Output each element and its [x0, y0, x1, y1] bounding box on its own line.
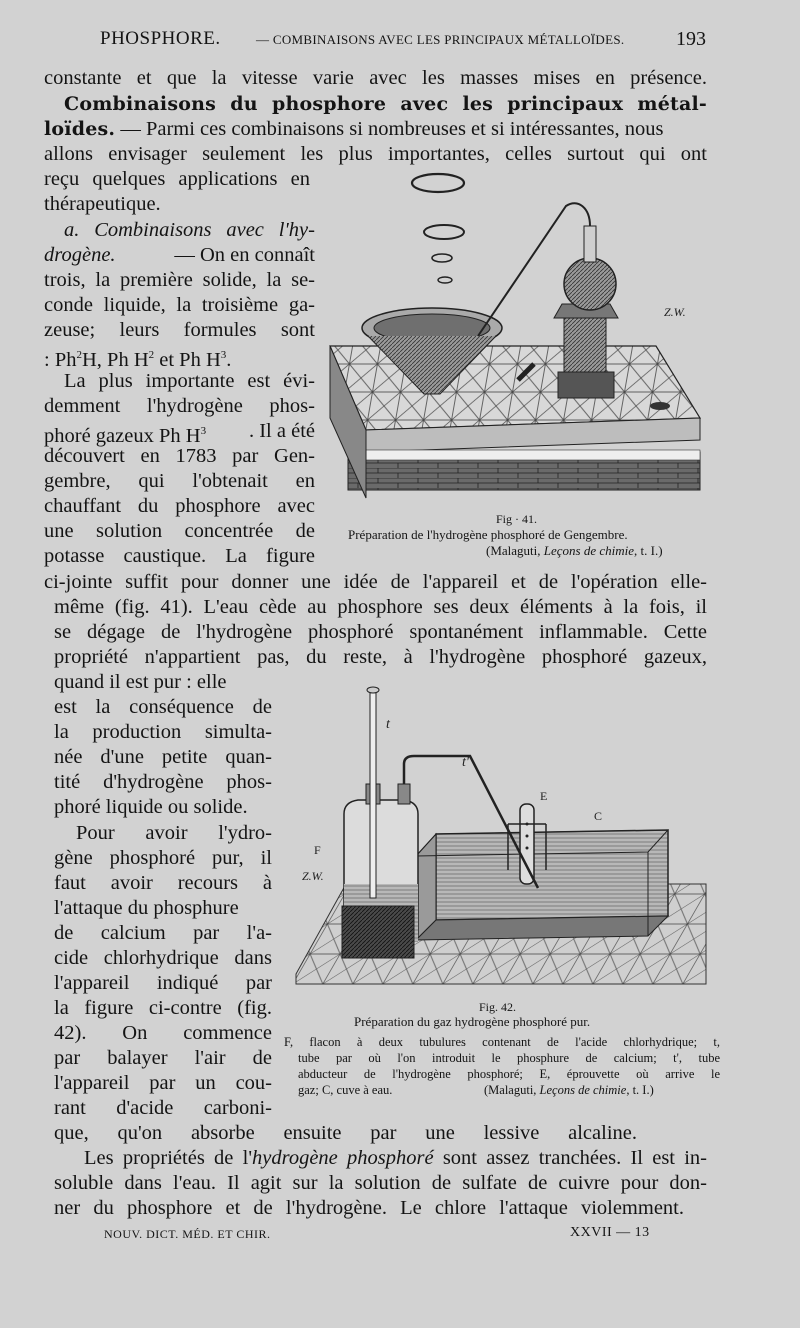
- figure-42-legend: tube par où l'on introduit le phosphure de calcium; t', tube: [298, 1051, 720, 1065]
- text-line: par balayer l'air de: [54, 1047, 272, 1069]
- text-fragment: . Il a été: [248, 420, 315, 442]
- text-line: constante et que la vitesse varie avec les masses mises en présence.: [44, 67, 707, 89]
- formula-sup: 2: [148, 349, 155, 361]
- text-line: que, qu'on absorbe ensuite par une lessive alcaline.: [54, 1122, 637, 1144]
- formula-part: .: [226, 348, 232, 371]
- text-line: de calcium par l'a-: [54, 922, 272, 944]
- formula-part: : Ph: [44, 348, 77, 371]
- text-line: l'appareil par un cou-: [54, 1072, 272, 1094]
- figure-42-caption: Préparation du gaz hydrogène phosphoré pur.: [354, 1014, 591, 1029]
- italic-term: hydrogène phosphoré: [252, 1147, 434, 1169]
- figure-42-illustration: [286, 684, 716, 990]
- text-line: potasse caustique. La figure: [44, 545, 315, 567]
- label-E: E: [540, 789, 548, 803]
- text-line: faut avoir recours à: [54, 872, 272, 894]
- footer-left: NOUV. DICT. MÉD. ET CHIR.: [104, 1227, 271, 1241]
- text-line: rant d'acide carboni-: [54, 1097, 272, 1119]
- text-line: la figure ci-contre (fig.: [54, 997, 272, 1019]
- label-t: t: [386, 717, 390, 732]
- text-line: la production simulta-: [54, 721, 272, 743]
- source-title: Leçons de chimie: [543, 543, 635, 558]
- text-line: demment l'hydrogène phos-: [44, 395, 315, 417]
- figure-42-signature: Z.W.: [302, 869, 324, 883]
- figure-41-label: Fig · 41.: [496, 512, 538, 526]
- text-fragment: — On en connaît: [174, 244, 315, 266]
- text-line: reçu quelques applications en: [44, 168, 310, 190]
- text-line: allons envisager seulement les plus importantes, celles surtout qui ont: [44, 143, 707, 165]
- text-line: trois, la première solide, la se-: [44, 269, 315, 291]
- source-text: , t. I.): [634, 543, 663, 558]
- formula-line: [44, 343, 231, 372]
- text-fragment: sont assez tranchées. Il est in-: [433, 1147, 707, 1169]
- source-text: (Malaguti,: [484, 1083, 540, 1097]
- text-line: une solution concentrée de: [44, 520, 315, 542]
- text-line: ner du phosphore et de l'hydrogène. Le chlore l'attaque violemment.: [54, 1197, 684, 1219]
- formula-part: H, Ph H: [81, 348, 149, 371]
- figure-41-source: [486, 543, 663, 559]
- text-line: 42). On commence: [54, 1022, 272, 1044]
- text-line: Pour avoir l'ydro-: [76, 822, 272, 844]
- text-line: propriété n'appartient pas, du reste, à l'hydrogène phosphoré gazeux,: [54, 646, 707, 668]
- figure-42-source: [484, 1082, 654, 1098]
- text-line: née d'une petite quan-: [54, 746, 272, 768]
- text-line: gembre, qui l'obtenait en: [44, 470, 315, 492]
- text-line: l'attaque du phosphure: [54, 897, 239, 919]
- source-text: , t. I.): [626, 1083, 654, 1097]
- text-line: l'appareil indiqué par: [54, 972, 272, 994]
- footer-right: XXVII — 13: [570, 1225, 650, 1240]
- text-line: gène phosphoré pur, il: [54, 847, 272, 869]
- figure-41-signature: Z.W.: [664, 305, 686, 319]
- text-line: zeuse; leurs formules sont: [44, 319, 315, 341]
- figure-41-caption: Préparation de l'hydrogène phosphoré de Gengembre.: [348, 527, 628, 542]
- subsection-heading-end: drogène.: [44, 244, 116, 266]
- label-F: F: [314, 843, 321, 857]
- source-text: (Malaguti,: [486, 543, 544, 558]
- page-number: 193: [676, 28, 706, 50]
- text-fragment: — Parmi ces combinaisons si nombreuses et si intéressantes, nous: [120, 118, 664, 140]
- text-line: [84, 1146, 707, 1170]
- text-line: [44, 117, 707, 141]
- text-line: soluble dans l'eau. Il agit sur la solution de sulfate de cuivre pour don-: [54, 1172, 707, 1194]
- formula-text: phoré gazeux Ph H: [44, 424, 201, 447]
- running-header: [100, 28, 710, 54]
- formula-sup: 3: [200, 425, 207, 437]
- text-line: ci-jointe suffit pour donner une idée de l'appareil et de l'opération elle-: [44, 571, 707, 593]
- text-line: La plus importante est évi-: [64, 370, 315, 392]
- section-heading: Combinaisons du phosphore avec les principaux métal-: [64, 93, 707, 115]
- figure-42-label: Fig. 42.: [479, 1000, 517, 1014]
- source-title: Leçons de chimie: [539, 1083, 627, 1097]
- figure-42-legend: F, flacon à deux tubulures contenant de l'acide chlorhydrique; t,: [284, 1035, 720, 1049]
- subsection-heading: a. Combinaisons avec l'hy-: [64, 219, 315, 241]
- text-line: thérapeutique.: [44, 193, 161, 215]
- formula-sup: 3: [220, 349, 227, 361]
- label-t-prime: t': [462, 755, 469, 770]
- text-line: même (fig. 41). L'eau cède au phosphore ses deux éléments à la fois, il: [54, 596, 707, 618]
- text-line: quand il est pur : elle: [54, 671, 227, 693]
- text-line: [44, 243, 315, 267]
- text-line: se dégage de l'hydrogène phosphoré spontanément inflammable. Cette: [54, 621, 707, 643]
- text-line: cide chlorhydrique dans: [54, 947, 272, 969]
- formula-sup: 2: [76, 349, 82, 361]
- header-title: PHOSPHORE.: [100, 28, 221, 49]
- label-C: C: [594, 809, 603, 823]
- figure-42-legend: gaz; C, cuve à eau.: [298, 1083, 393, 1097]
- text-fragment: Les propriétés de l': [84, 1147, 253, 1169]
- text-line: chauffant du phosphore avec: [44, 495, 315, 517]
- text-line: découvert en 1783 par Gen-: [44, 445, 315, 467]
- formula-part: et Ph H: [154, 348, 221, 371]
- text-line: tité d'hydrogène phos-: [54, 771, 272, 793]
- text-line: est la conséquence de: [54, 696, 272, 718]
- figure-41-illustration: [328, 168, 710, 508]
- text-line: conde liquide, la troisième ga-: [44, 294, 315, 316]
- text-line: phoré liquide ou solide.: [54, 796, 248, 818]
- figure-42-legend: abducteur de l'hydrogène phosphoré; E, éprouvette où arrive le: [298, 1067, 720, 1081]
- section-heading-end: loïdes.: [44, 118, 116, 140]
- header-subtitle: — COMBINAISONS AVEC LES PRINCIPAUX MÉTALLOÏDES.: [256, 32, 625, 47]
